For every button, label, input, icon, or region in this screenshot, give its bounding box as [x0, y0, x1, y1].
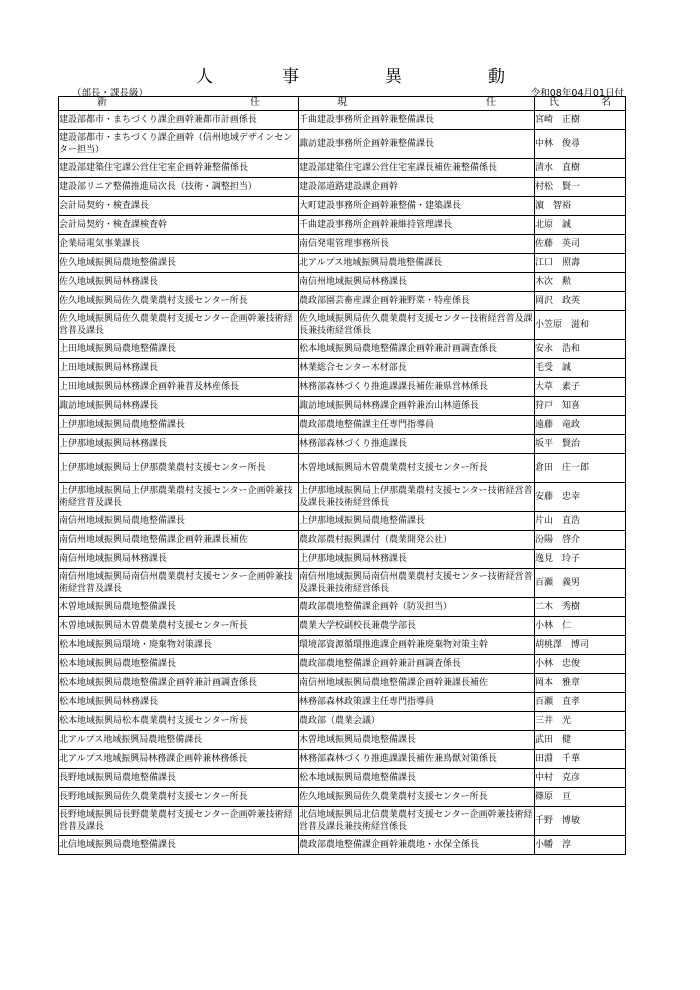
new-post-cell: 佐久地域振興局農地整備課長: [59, 254, 299, 273]
table-row: [59, 235, 626, 254]
new-post-cell: 建設部リニア整備推進局次長（技術・調整担当）: [59, 178, 299, 197]
current-post-cell: 林務部森林づくり推進課課長補佐兼鳥獣対策係長: [299, 750, 535, 769]
current-post-cell: 建設部建築住宅課公営住宅室課長補佐兼整備係長: [299, 159, 535, 178]
personnel-table: [58, 96, 626, 855]
table-row: [59, 655, 626, 674]
table-row: [59, 273, 626, 292]
current-post-cell: 農政部（農業会議）: [299, 712, 535, 731]
table-row: [59, 674, 626, 693]
table-row: [59, 216, 626, 235]
person-name-cell: 小林 忠俊: [535, 655, 626, 674]
new-post-cell: 建設部都市・まちづくり課企画幹兼都市計画係長: [59, 111, 299, 130]
person-name-cell: 片山 直浩: [535, 512, 626, 531]
header-name-char: 氏: [549, 97, 559, 108]
table-row: [59, 788, 626, 807]
new-post-cell: 北アルプス地域振興局林務課企画幹兼林務係長: [59, 750, 299, 769]
new-post-cell: 南信州地域振興局南信州農業農村支援センター企画幹兼技術経営普及課長: [59, 569, 299, 598]
header-new-char: 新: [97, 97, 107, 108]
current-post-cell: 南信州地域振興局林務課長: [299, 273, 535, 292]
title-char: 動: [488, 67, 505, 87]
person-name-cell: 小林 仁: [535, 617, 626, 636]
current-post-cell: 農政部農地整備課企画幹兼計画調査係長: [299, 655, 535, 674]
new-post-cell: 北信地域振興局農地整備課長: [59, 836, 299, 855]
table-row: [59, 712, 626, 731]
table-row: [59, 111, 626, 130]
person-name-cell: 篠原 亘: [535, 788, 626, 807]
table-row: [59, 416, 626, 435]
table-row: [59, 512, 626, 531]
new-post-cell: 上田地域振興局林務課長: [59, 359, 299, 378]
current-post-cell: 林務部森林づくり推進課課長補佐兼県営林係長: [299, 378, 535, 397]
table-row: [59, 550, 626, 569]
table-row: [59, 178, 626, 197]
new-post-cell: 諏訪地域振興局林務課長: [59, 397, 299, 416]
current-post-cell: 北アルプス地域振興局農地整備課長: [299, 254, 535, 273]
header-current-char: 現: [337, 97, 347, 108]
new-post-cell: 会計局契約・検査課長: [59, 197, 299, 216]
header-name: [535, 97, 626, 111]
header-new: [59, 97, 299, 111]
current-post-cell: 林務部森林づくり推進課長: [299, 435, 535, 454]
header-current-char: 任: [486, 97, 496, 108]
person-name-cell: 安永 浩和: [535, 340, 626, 359]
current-post-cell: 千曲建設事務所企画幹兼整備課長: [299, 111, 535, 130]
new-post-cell: 長野地域振興局長野農業農村支援センター企画幹兼技術経営普及課長: [59, 807, 299, 836]
current-post-cell: 環境部資源循環推進課企画幹兼廃棄物対策主幹: [299, 636, 535, 655]
document-title: [0, 62, 700, 87]
person-name-cell: 佐藤 英司: [535, 235, 626, 254]
person-name-cell: 坂平 賢治: [535, 435, 626, 454]
person-name-cell: 北原 誠: [535, 216, 626, 235]
person-name-cell: 三井 光: [535, 712, 626, 731]
table-row: [59, 617, 626, 636]
new-post-cell: 松本地域振興局環境・廃棄物対策課長: [59, 636, 299, 655]
current-post-cell: 諏訪建設事務所企画幹兼整備課長: [299, 130, 535, 159]
new-post-cell: 南信州地域振興局農地整備課企画幹兼課長補佐: [59, 531, 299, 550]
person-name-cell: 倉田 庄一郎: [535, 454, 626, 483]
current-post-cell: 上伊那地域振興局上伊那農業農村支援センター技術経営普及課長兼技術経営係長: [299, 483, 535, 512]
current-post-cell: 農政部農村振興課付（農業開発公社）: [299, 531, 535, 550]
current-post-cell: 千曲建設事務所企画幹兼維持管理課長: [299, 216, 535, 235]
current-post-cell: 佐久地域振興局佐久農業農村支援センター所長: [299, 788, 535, 807]
table-row: [59, 598, 626, 617]
table-row: [59, 636, 626, 655]
person-name-cell: 大草 素子: [535, 378, 626, 397]
title-char: 事: [282, 67, 299, 87]
table-row: [59, 531, 626, 550]
current-post-cell: 上伊那地域振興局農地整備課長: [299, 512, 535, 531]
person-name-cell: 江口 照壽: [535, 254, 626, 273]
new-post-cell: 松本地域振興局林務課長: [59, 693, 299, 712]
table-row: [59, 130, 626, 159]
table-row: [59, 311, 626, 340]
table-row: [59, 731, 626, 750]
new-post-cell: 松本地域振興局松本農業農村支援センター所長: [59, 712, 299, 731]
person-name-cell: 宮崎 正樹: [535, 111, 626, 130]
new-post-cell: 上田地域振興局林務課企画幹兼普及林産係長: [59, 378, 299, 397]
table-row: [59, 359, 626, 378]
new-post-cell: 長野地域振興局佐久農業農村支援センター所長: [59, 788, 299, 807]
current-post-cell: 農政部農地整備課企画幹兼農地・水保全係長: [299, 836, 535, 855]
table-row: [59, 197, 626, 216]
header-current: [299, 97, 535, 111]
person-name-cell: 小笠原 滋和: [535, 311, 626, 340]
person-name-cell: 清水 直樹: [535, 159, 626, 178]
current-post-cell: 農政部園芸畜産課企画幹兼野菜・特産係長: [299, 292, 535, 311]
new-post-cell: 木曽地域振興局木曽農業農村支援センター所長: [59, 617, 299, 636]
current-post-cell: 南信州地域振興局農地整備課企画幹兼課長補佐: [299, 674, 535, 693]
new-post-cell: 佐久地域振興局林務課長: [59, 273, 299, 292]
header-new-char: 任: [250, 97, 260, 108]
table-row: [59, 750, 626, 769]
current-post-cell: 建設部道路建設課企画幹: [299, 178, 535, 197]
title-char: 異: [385, 67, 402, 87]
new-post-cell: 上伊那地域振興局上伊那農業農村支援センター企画幹兼技術経営普及課長: [59, 483, 299, 512]
person-name-cell: 胡桃澤 博司: [535, 636, 626, 655]
current-post-cell: 南信州地域振興局南信州農業農村支援センター技術経営普及課長兼技術経営係長: [299, 569, 535, 598]
current-post-cell: 松本地域振興局農地整備課企画幹兼計画調査係長: [299, 340, 535, 359]
current-post-cell: 佐久地域振興局佐久農業農村支援センター技術経営普及課長兼技術経営係長: [299, 311, 535, 340]
new-post-cell: 上伊那地域振興局農地整備課長: [59, 416, 299, 435]
table-row: [59, 340, 626, 359]
new-post-cell: 建設部建築住宅課公営住宅室企画幹兼整備係長: [59, 159, 299, 178]
table-row: [59, 397, 626, 416]
table-row: [59, 378, 626, 397]
person-name-cell: 田淵 千華: [535, 750, 626, 769]
current-post-cell: 農政部農地整備課企画幹（防災担当）: [299, 598, 535, 617]
new-post-cell: 会計局契約・検査課検査幹: [59, 216, 299, 235]
table-row: [59, 483, 626, 512]
person-name-cell: 百瀬 直孝: [535, 693, 626, 712]
person-name-cell: 千野 博敏: [535, 807, 626, 836]
new-post-cell: 佐久地域振興局佐久農業農村支援センター所長: [59, 292, 299, 311]
current-post-cell: 松本地域振興局農地整備課長: [299, 769, 535, 788]
person-name-cell: 岡本 雅章: [535, 674, 626, 693]
current-post-cell: 農政部農地整備課主任専門指導員: [299, 416, 535, 435]
person-name-cell: 中林 俊尋: [535, 130, 626, 159]
person-name-cell: 濵 智裕: [535, 197, 626, 216]
table-row: [59, 769, 626, 788]
current-post-cell: 諏訪地域振興局林務課企画幹兼治山林道係長: [299, 397, 535, 416]
person-name-cell: 逸見 玲子: [535, 550, 626, 569]
current-post-cell: 北信地域振興局北信農業農村支援センター企画幹兼技術経営普及課長兼技術経営係長: [299, 807, 535, 836]
current-post-cell: 木曽地域振興局木曽農業農村支援センター所長: [299, 454, 535, 483]
person-name-cell: 二木 秀樹: [535, 598, 626, 617]
new-post-cell: 長野地域振興局農地整備課長: [59, 769, 299, 788]
current-post-cell: 上伊那地域振興局林務課長: [299, 550, 535, 569]
table-row: [59, 435, 626, 454]
dept-level: （部長・課長級）: [72, 88, 149, 99]
table-row: [59, 292, 626, 311]
new-post-cell: 建設部都市・まちづくり課企画幹（信州地域デザインセンター担当）: [59, 130, 299, 159]
current-post-cell: 林業総合センター木材部長: [299, 359, 535, 378]
title-char: 人: [196, 67, 213, 87]
new-post-cell: 上田地域振興局農地整備課長: [59, 340, 299, 359]
new-post-cell: 上伊那地域振興局上伊那農業農村支援センター所長: [59, 454, 299, 483]
person-name-cell: 木次 勲: [535, 273, 626, 292]
new-post-cell: 南信州地域振興局農地整備課長: [59, 512, 299, 531]
person-name-cell: 遠藤 竜政: [535, 416, 626, 435]
table-row: [59, 569, 626, 598]
person-name-cell: 武田 健: [535, 731, 626, 750]
header-name-char: 名: [601, 97, 611, 108]
current-post-cell: 大町建設事務所企画幹兼整備・建築課長: [299, 197, 535, 216]
new-post-cell: 松本地域振興局農地整備課企画幹兼計画調査係長: [59, 674, 299, 693]
current-post-cell: 農業大学校副校長兼農学部長: [299, 617, 535, 636]
new-post-cell: 松本地域振興局農地整備課長: [59, 655, 299, 674]
person-name-cell: 岡沢 政英: [535, 292, 626, 311]
person-name-cell: 安藤 忠幸: [535, 483, 626, 512]
new-post-cell: 佐久地域振興局佐久農業農村支援センター企画幹兼技術経営普及課長: [59, 311, 299, 340]
person-name-cell: 小幡 淳: [535, 836, 626, 855]
new-post-cell: 木曽地域振興局農地整備課長: [59, 598, 299, 617]
person-name-cell: 毛受 誠: [535, 359, 626, 378]
person-name-cell: 中村 克彦: [535, 769, 626, 788]
table-row: [59, 254, 626, 273]
person-name-cell: 狩戸 知喜: [535, 397, 626, 416]
new-post-cell: 企業局電気事業課長: [59, 235, 299, 254]
table-row: [59, 807, 626, 836]
current-post-cell: 木曽地域振興局農地整備課長: [299, 731, 535, 750]
table-header: [59, 97, 626, 111]
person-name-cell: 村松 賢一: [535, 178, 626, 197]
table-row: [59, 836, 626, 855]
current-post-cell: 林務部森林政策課主任専門指導員: [299, 693, 535, 712]
new-post-cell: 南信州地域振興局林務課長: [59, 550, 299, 569]
table-row: [59, 693, 626, 712]
new-post-cell: 上伊那地域振興局林務課長: [59, 435, 299, 454]
current-post-cell: 南信発電管理事務所長: [299, 235, 535, 254]
person-name-cell: 百瀬 義男: [535, 569, 626, 598]
table-row: [59, 159, 626, 178]
table-row: [59, 454, 626, 483]
effective-date: 令和08年04月01日付: [530, 88, 624, 99]
person-name-cell: 汾陽 啓介: [535, 531, 626, 550]
new-post-cell: 北アルプス地域振興局農地整備課長: [59, 731, 299, 750]
